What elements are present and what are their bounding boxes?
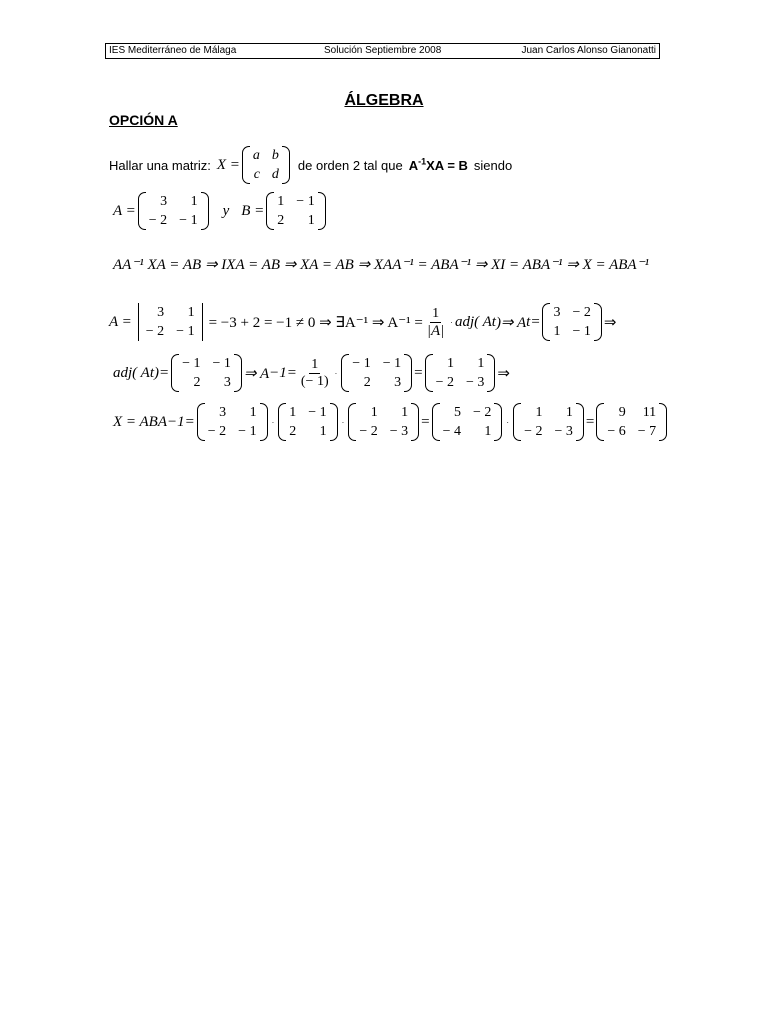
final-matrix-inverse: 1 1 − 2 − 3 [348, 403, 419, 441]
matrix-a: 3 1 − 2 − 1 [138, 192, 209, 230]
equation-lhs: $A^{-1}XA = B$ [408, 156, 468, 173]
matrix-inverse: 1 1 − 2 − 3 [425, 354, 496, 392]
matrix-result: 9 11 − 6 − 7 [596, 403, 667, 441]
header-school: IES Mediterráneo de Málaga [109, 45, 237, 56]
section-title: OPCIÓN A [109, 112, 178, 128]
final-matrix-b: 1 − 1 2 1 [278, 403, 337, 441]
matrix-ab-product: 5 − 2 − 4 1 [432, 403, 503, 441]
header-solution: Solución Septiembre 2008 [324, 45, 442, 56]
inverse-scalar: $\frac{1}{(- 1)}$ [300, 356, 329, 389]
page-title: ÁLGEBRA [344, 92, 424, 109]
problem-suffix: siendo [473, 157, 513, 173]
problem-statement: Hallar una matriz: X = a b c d de orden 2 tal que $A^{-1}XA = B$ siendo [109, 148, 513, 182]
final-matrix-a: 3 1 − 2 − 1 [197, 403, 268, 441]
page-header [105, 43, 660, 59]
adjoint-line: adj( A t )= − 1 − 1 2 3 ⇒ A −1 = $\frac{1}{(- 1)}$ · − 1 − 1 2 3 = 1 1 − 2 − 3 ⇒ [113, 356, 510, 390]
final-computation: X = ABA −1 = 3 1 − 2 − 1 · 1 − 1 2 1 · 1 1 − 2 − 3 = 5 − 2 − 4 1 · 1 1 − 2 − 3 = 9 11 − 6 − 7 [113, 403, 669, 441]
final-matrix-inverse-2: 1 1 − 2 − 3 [513, 403, 584, 441]
matrix-adjoint-repeat: − 1 − 1 2 3 [341, 354, 412, 392]
derivation-chain: AA⁻¹ XA = AB ⇒ IXA = AB ⇒ XA = AB ⇒ XAA⁻¹ = ABA⁻¹ ⇒ XI = ABA⁻¹ ⇒ X = ABA⁻¹ [113, 257, 650, 273]
problem-middle: de orden 2 tal que [297, 157, 403, 173]
matrix-a-transpose: 3 − 2 1 − 1 [542, 303, 601, 341]
header-author: Juan Carlos Alonso Gianonatti [521, 45, 656, 56]
matrix-adjoint: − 1 − 1 2 3 [171, 354, 242, 392]
determinant-line: A = 3 1 − 2 − 1 = −3 + 2 = −1 ≠ 0 ⇒ ∃A⁻¹ ⇒ A⁻¹ = $\frac{1}{|A|}$ · adj( A t )⇒ A t = 3 − 2 1 − 1 ⇒ [109, 305, 617, 339]
inverse-fraction: $\frac{1}{|A|}$ [426, 305, 445, 339]
matrix-x: a b c d [242, 146, 290, 184]
matrix-b: 1 − 1 2 1 [266, 192, 325, 230]
determinant-a: 3 1 − 2 − 1 [134, 303, 207, 341]
given-matrices: A = 3 1 − 2 − 1 y B = 1 − 1 2 1 [113, 192, 328, 230]
problem-prefix: Hallar una matriz: [109, 157, 211, 173]
